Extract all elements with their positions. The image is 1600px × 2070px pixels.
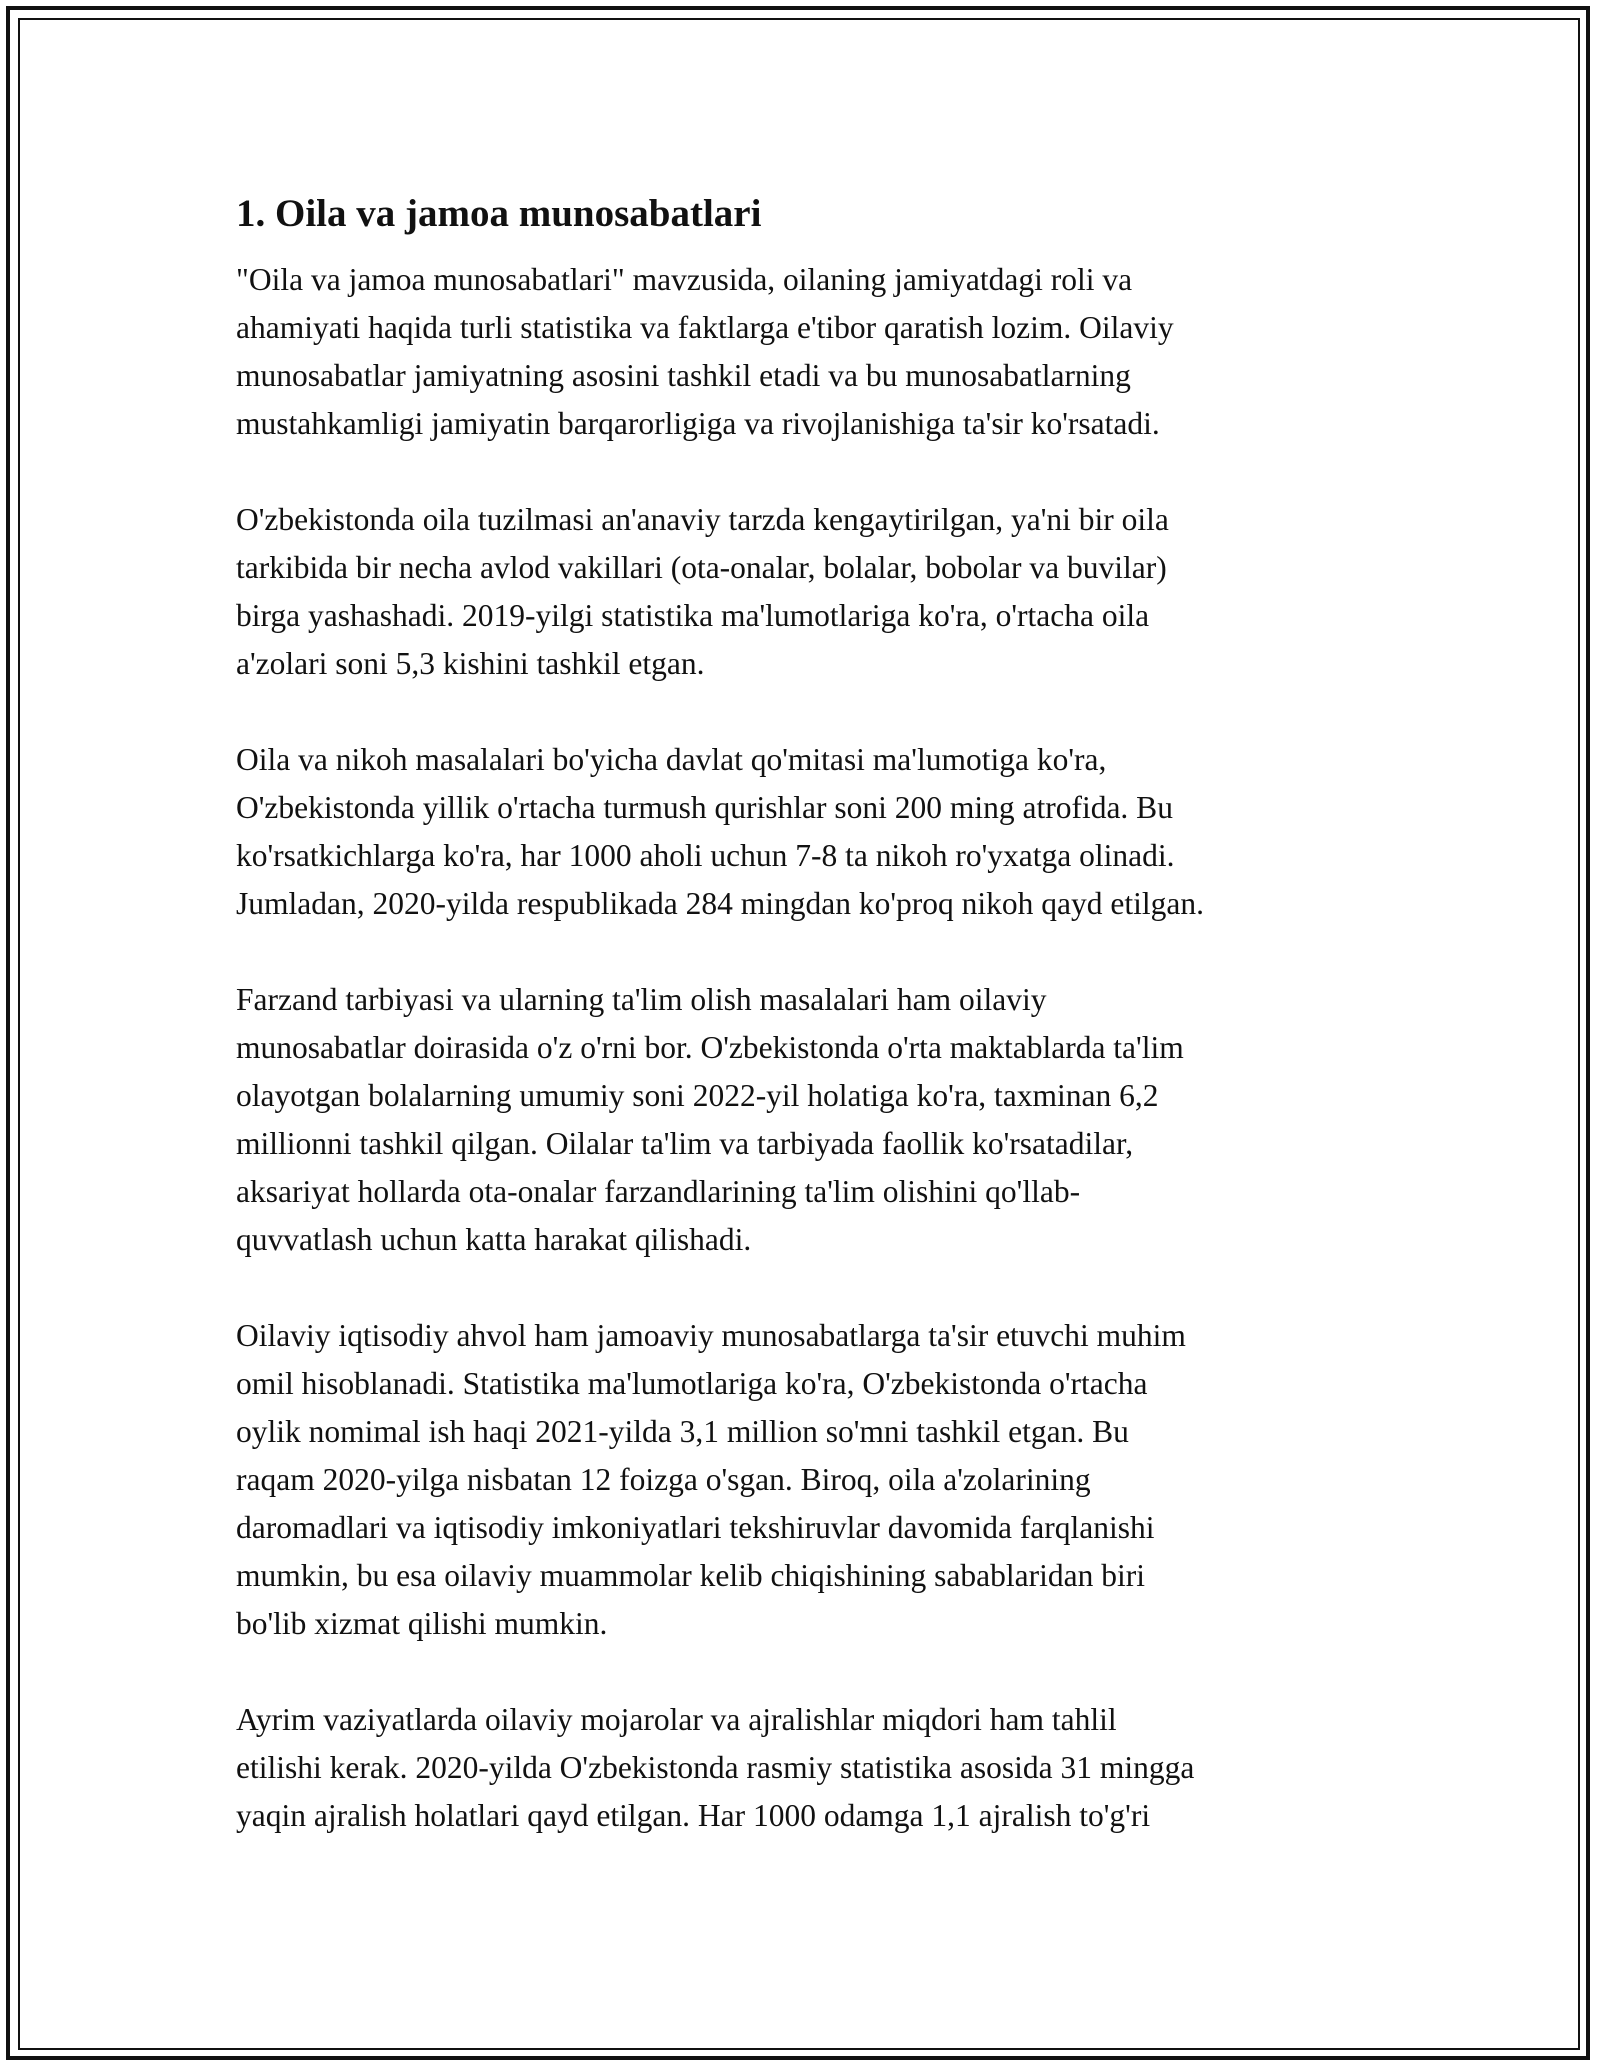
text-line: Ayrim vaziyatlarda oilaviy mojarolar va ajralishlar miqdori ham tahlil bbox=[236, 1702, 1117, 1737]
document-body bbox=[236, 186, 1386, 1888]
text-line: aksariyat hollarda ota-onalar farzandlarining ta'lim olishini qo'llab- bbox=[236, 1174, 1081, 1209]
paragraph-1 bbox=[236, 256, 1386, 448]
text-line: Oila va nikoh masalalari bo'yicha davlat qo'mitasi ma'lumotiga ko'ra, bbox=[236, 742, 1107, 777]
text-line: daromadlari va iqtisodiy imkoniyatlari tekshiruvlar davomida farqlanishi bbox=[236, 1510, 1155, 1545]
text-line: "Oila va jamoa munosabatlari" mavzusida, oilaning jamiyatdagi roli va bbox=[236, 262, 1133, 297]
text-line: Jumladan, 2020-yilda respublikada 284 mingdan ko'proq nikoh qayd etilgan. bbox=[236, 886, 1204, 921]
text-line: mustahkamligi jamiyatin barqarorligiga va rivojlanishiga ta'sir ko'rsatadi. bbox=[236, 406, 1160, 441]
text-line: O'zbekistonda yillik o'rtacha turmush qurishlar soni 200 ming atrofida. Bu bbox=[236, 790, 1173, 825]
text-line: oylik nomimal ish haqi 2021-yilda 3,1 million so'mni tashkil etgan. Bu bbox=[236, 1414, 1129, 1449]
text-line: bo'lib xizmat qilishi mumkin. bbox=[236, 1606, 608, 1641]
text-line: olayotgan bolalarning umumiy soni 2022-yil holatiga ko'ra, taxminan 6,2 bbox=[236, 1078, 1159, 1113]
paragraph-2 bbox=[236, 496, 1386, 688]
text-line: etilishi kerak. 2020-yilda O'zbekistonda rasmiy statistika asosida 31 mingga bbox=[236, 1750, 1195, 1785]
text-line: tarkibida bir necha avlod vakillari (ota-onalar, bolalar, bobolar va buvilar) bbox=[236, 550, 1167, 585]
paragraph-5 bbox=[236, 1312, 1386, 1648]
text-line: a'zolari soni 5,3 kishini tashkil etgan. bbox=[236, 646, 705, 681]
text-line: munosabatlar doirasida o'z o'rni bor. O'zbekistonda o'rta maktablarda ta'lim bbox=[236, 1030, 1184, 1065]
text-line: omil hisoblanadi. Statistika ma'lumotlariga ko'ra, O'zbekistonda o'rtacha bbox=[236, 1366, 1148, 1401]
text-line: Farzand tarbiyasi va ularning ta'lim olish masalalari ham oilaviy bbox=[236, 982, 1047, 1017]
paragraph-3 bbox=[236, 736, 1386, 928]
text-line: ko'rsatkichlarga ko'ra, har 1000 aholi uchun 7-8 ta nikoh ro'yxatga olinadi. bbox=[236, 838, 1175, 873]
text-line: yaqin ajralish holatlari qayd etilgan. Har 1000 odamga 1,1 ajralish to'g'ri bbox=[236, 1798, 1151, 1833]
text-line: birga yashashadi. 2019-yilgi statistika ma'lumotlariga ko'ra, o'rtacha oila bbox=[236, 598, 1150, 633]
text-line: quvvatlash uchun katta harakat qilishadi. bbox=[236, 1222, 752, 1257]
text-line: raqam 2020-yilga nisbatan 12 foizga o'sgan. Biroq, oila a'zolarining bbox=[236, 1462, 1091, 1497]
text-line: millionni tashkil qilgan. Oilalar ta'lim va tarbiyada faollik ko'rsatadilar, bbox=[236, 1126, 1134, 1161]
text-line: Oilaviy iqtisodiy ahvol ham jamoaviy munosabatlarga ta'sir etuvchi muhim bbox=[236, 1318, 1186, 1353]
section-title: 1. Oila va jamoa munosabatlari bbox=[236, 192, 762, 235]
paragraph-4 bbox=[236, 976, 1386, 1264]
text-line: O'zbekistonda oila tuzilmasi an'anaviy tarzda kengaytirilgan, ya'ni bir oila bbox=[236, 502, 1169, 537]
text-line: mumkin, bu esa oilaviy muammolar kelib chiqishining sabablaridan biri bbox=[236, 1558, 1145, 1593]
text-line: ahamiyati haqida turli statistika va faktlarga e'tibor qaratish lozim. Oilaviy bbox=[236, 310, 1174, 345]
text-line: munosabatlar jamiyatning asosini tashkil etadi va bu munosabatlarning bbox=[236, 358, 1131, 393]
paragraph-6 bbox=[236, 1696, 1386, 1840]
